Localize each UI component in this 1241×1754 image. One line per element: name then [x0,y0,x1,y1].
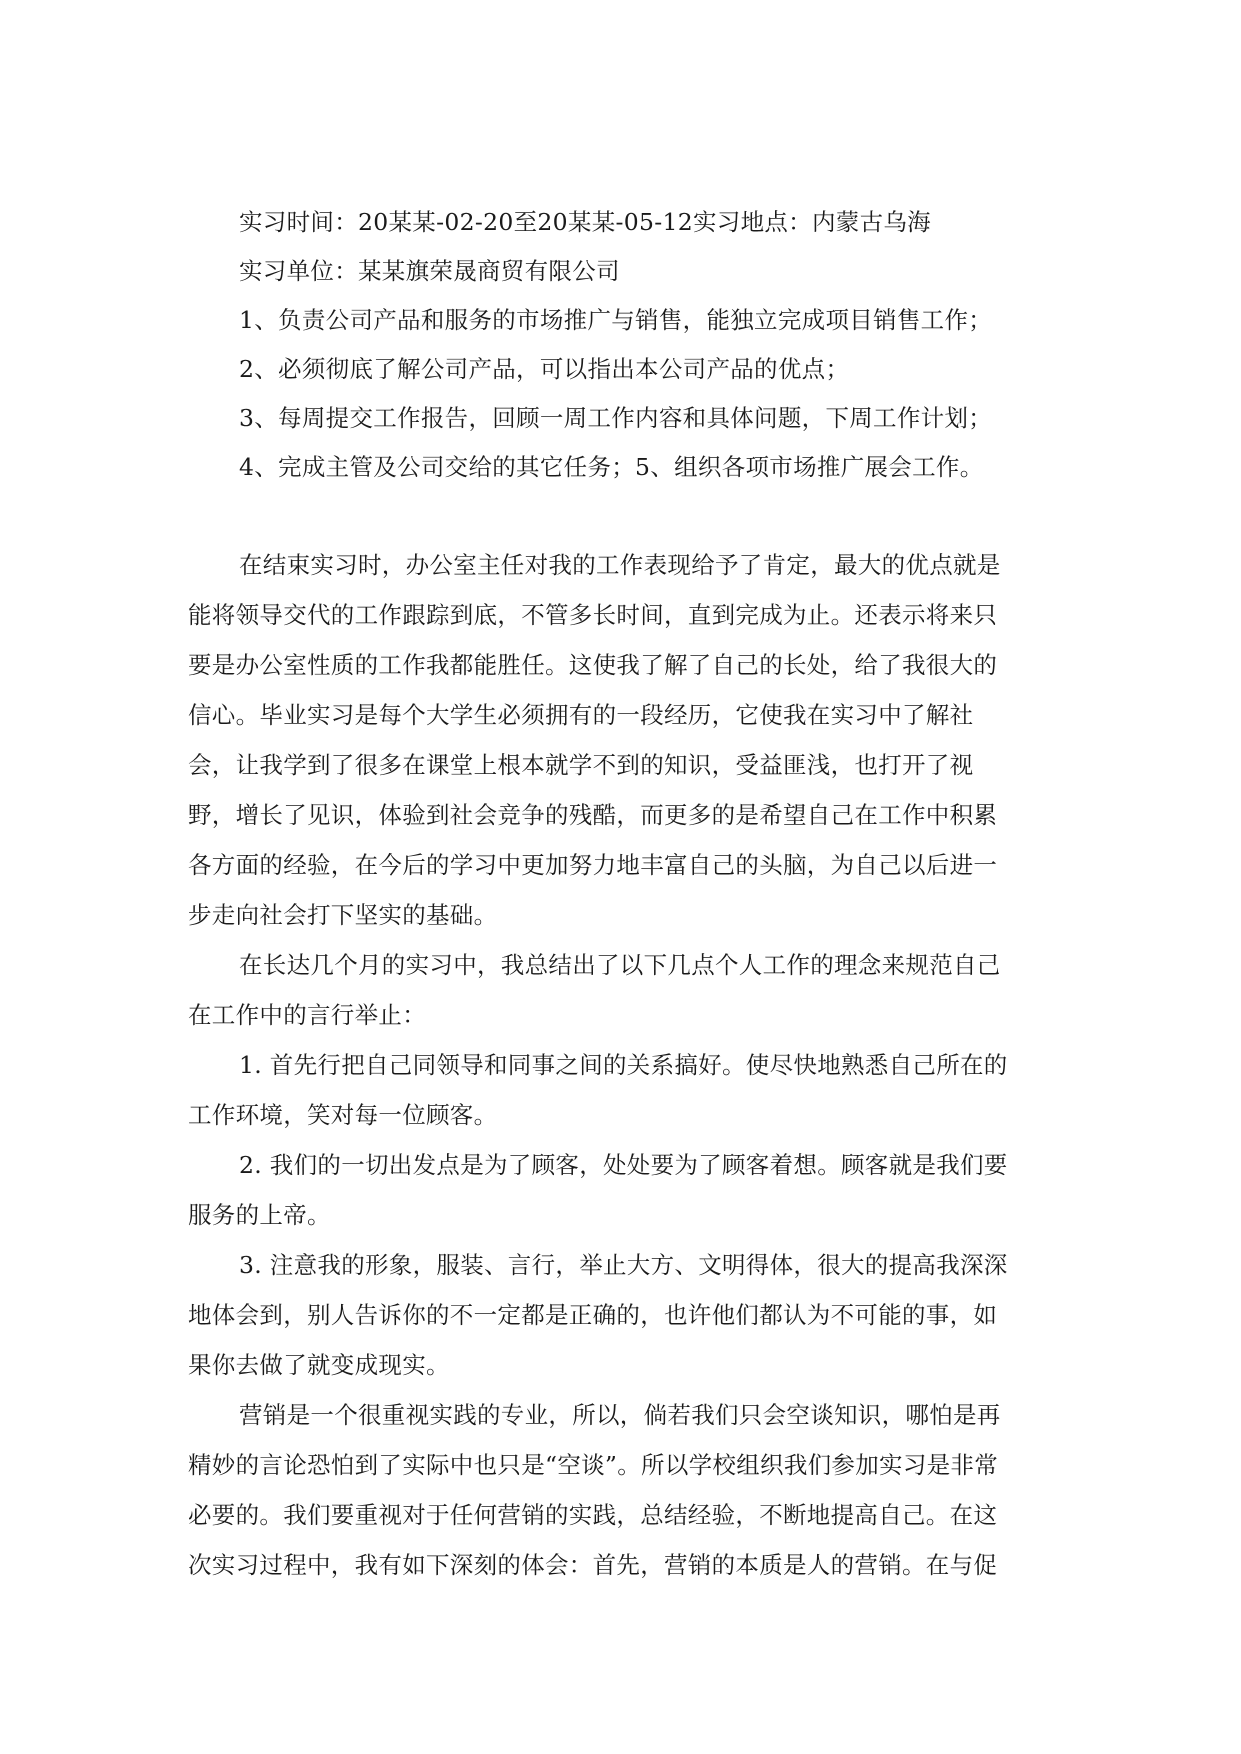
principle-point-1 [188,1040,1048,1140]
duty-item: 3、每周提交工作报告，回顾一周工作内容和具体问题，下周工作计划； [239,404,993,432]
text-line: 各方面的经验，在今后的学习中更加努力地丰富自己的头脑，为自己以后进一 [188,851,998,879]
text-line: 在长达几个月的实习中，我总结出了以下几点个人工作的理念来规范自己 [239,951,1001,979]
text-line: 必要的。我们要重视对于任何营销的实践，总结经验，不断地提高自己。在这 [188,1501,998,1529]
duty-item: 2、必须彻底了解公司产品，可以指出本公司产品的优点； [239,355,850,383]
principle-point-3 [188,1240,1048,1390]
text-line: 要是办公室性质的工作我都能胜任。这使我了解了自己的长处，给了我很大的 [188,651,998,679]
principle-point-2 [188,1140,1048,1240]
paragraph-principles [188,940,1048,1040]
text-line: 信心。毕业实习是每个大学生必须拥有的一段经历，它使我在实习中了解社 [188,701,974,729]
text-line: 3. 注意我的形象，服装、言行，举止大方、文明得体，很大的提高我深深 [239,1251,1008,1279]
text-line: 地体会到，别人告诉你的不一定都是正确的，也许他们都认为不可能的事，如 [188,1301,998,1329]
text-line: 1. 首先行把自己同领导和同事之间的关系搞好。使尽快地熟悉自己所在的 [239,1051,1008,1079]
text-line: 2. 我们的一切出发点是为了顾客，处处要为了顾客着想。顾客就是我们要 [239,1151,1008,1179]
text-line: 在工作中的言行举止： [188,1001,426,1029]
paragraph-marketing [188,1390,1048,1590]
text-line: 次实习过程中，我有如下深刻的体会：首先，营销的本质是人的营销。在与促 [188,1551,998,1579]
internship-info [188,198,1048,492]
text-line: 工作环境，笑对每一位顾客。 [188,1101,498,1129]
text-line: 野，增长了见识，体验到社会竞争的残酷，而更多的是希望自己在工作中积累 [188,801,998,829]
internship-time-location: 实习时间：20某某-02-20至20某某-05-12实习地点：内蒙古乌海 [239,208,931,236]
duty-item: 4、完成主管及公司交给的其它任务；5、组织各项市场推广展会工作。 [239,453,984,481]
text-line: 步走向社会打下坚实的基础。 [188,901,498,929]
paragraph-gap [188,492,1048,540]
internship-company: 实习单位：某某旗荣晟商贸有限公司 [239,257,620,285]
text-line: 会，让我学到了很多在课堂上根本就学不到的知识，受益匪浅，也打开了视 [188,751,974,779]
text-line: 在结束实习时，办公室主任对我的工作表现给予了肯定，最大的优点就是 [239,551,1001,579]
text-line: 精妙的言论恐怕到了实际中也只是“空谈”。所以学校组织我们参加实习是非常 [188,1451,999,1479]
duty-item: 1、负责公司产品和服务的市场推广与销售，能独立完成项目销售工作； [239,306,993,334]
text-line: 能将领导交代的工作跟踪到底，不管多长时间，直到完成为止。还表示将来只 [188,601,998,629]
text-line: 营销是一个很重视实践的专业，所以，倘若我们只会空谈知识，哪怕是再 [239,1401,1001,1429]
text-line: 服务的上帝。 [188,1201,331,1229]
text-line: 果你去做了就变成现实。 [188,1351,450,1379]
document-content [188,198,1048,1590]
paragraph-summary [188,540,1048,940]
